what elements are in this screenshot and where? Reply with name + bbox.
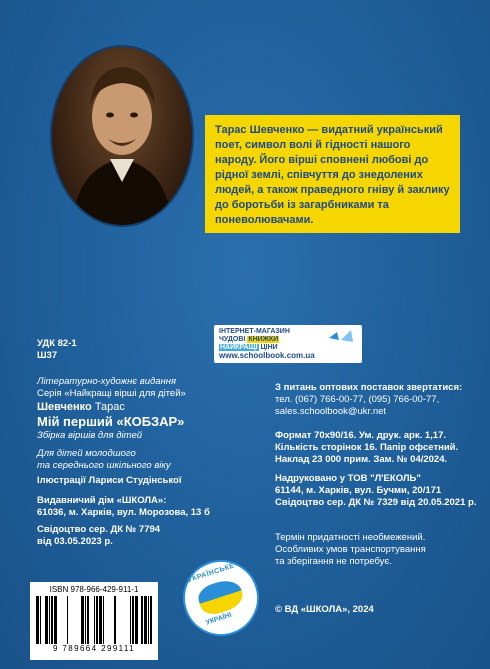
barcode-bar <box>51 596 53 644</box>
barcode <box>30 582 158 660</box>
barcode-bar <box>132 596 134 644</box>
barcode-icon <box>34 596 154 644</box>
barcode-bar <box>54 596 57 644</box>
barcode-bar <box>148 596 149 644</box>
ukraine-map-icon <box>195 576 246 618</box>
barcode-bar <box>96 596 98 644</box>
barcode-bar <box>99 596 102 644</box>
ukrainian-badge: УКРАЇНСЬКЕ УКРАЇНІ <box>173 550 269 646</box>
print-format: Формат 70х90/16. Ум. друк. арк. 1,17. Кількість сторінок 16. Папір офсетний. Наклад 23 000 прим. Зам. № 04/2024. <box>275 430 459 465</box>
barcode-bar <box>103 596 104 644</box>
barcode-bar <box>141 596 143 644</box>
printer-info: Надруковано у ТОВ "Л'ЕКОЛЬ" 61144, м. Харків, вул. Бучми, 20/171 Свідоцтво сер. ДК № 7329 від 20.05.2021 р. <box>275 473 477 508</box>
publisher-certificate: Свідоцтво сер. ДК № 7794 від 03.05.2023 р. <box>37 524 161 547</box>
quote-box: Тарас Шевченко — видатний український поет, символ волі й гідності нашого народу. Його вірші сповнені любові до рідної землі, співчуття до знедолених людей, а також праведного гніву й заклику до боротьби із загарбниками та поневолювачами. <box>205 115 460 233</box>
shelf-life: Термін придатності необмежений. Особливих умов транспортування та зберігання не потребує. <box>275 532 426 567</box>
illustrator: Ілюстрації Лариси Студінської <box>37 475 182 486</box>
barcode-bar <box>130 596 131 644</box>
author: Шевченко Тарас <box>37 401 125 413</box>
barcode-bar <box>144 596 147 644</box>
barcode-bar <box>94 596 95 644</box>
barcode-bar <box>45 596 48 644</box>
barcode-bar <box>49 596 50 644</box>
barcode-digits: 9 789664 299111 <box>52 644 136 653</box>
portrait-image <box>50 45 194 227</box>
barcode-bar <box>85 596 86 644</box>
barcode-bar <box>67 596 68 644</box>
edition-info: Літературно-художнє видання Серія «Найкращі вірші для дітей» <box>37 376 186 399</box>
publisher: Видавничий дім «ШКОЛА»: 61036, м. Харків, вул. Морозова, 13 б <box>37 495 210 518</box>
barcode-bar <box>40 596 41 644</box>
barcode-bar <box>81 596 84 644</box>
shop-promo[interactable] <box>214 325 362 363</box>
classification: УДК 82-1 Ш37 <box>37 338 77 361</box>
book-subtitle: Збірка віршів для дітей <box>37 430 143 441</box>
wholesale-contact: З питань оптових поставок звертатися: тел. (067) 766-00-77, (095) 766-00-77, sales.schoolbook@ukr.net <box>275 382 463 417</box>
promo-line-3: НАЙКРАЩІ ЦІНИ <box>220 344 278 351</box>
promo-line-2: ЧУДОВІ КНИЖКИ <box>219 336 279 343</box>
barcode-bar <box>87 596 89 644</box>
copyright: © ВД «ШКОЛА», 2024 <box>275 604 374 615</box>
barcode-bar <box>114 596 116 644</box>
barcode-bar <box>135 596 138 644</box>
barcode-bar <box>36 596 39 644</box>
birds-icon <box>327 328 357 346</box>
promo-line-1: ІНТЕРНЕТ-МАГАЗИН <box>219 328 290 335</box>
barcode-bar <box>150 596 152 644</box>
promo-url[interactable]: www.schoolbook.com.ua <box>219 351 315 360</box>
book-title: Мій перший «КОБЗАР» <box>37 414 185 429</box>
audience: Для дітей молодшого та середнього шкільного віку <box>37 448 171 471</box>
isbn: ISBN 978-966-429-911-1 <box>49 585 139 594</box>
sales-email[interactable]: sales.schoolbook@ukr.net <box>275 406 387 417</box>
